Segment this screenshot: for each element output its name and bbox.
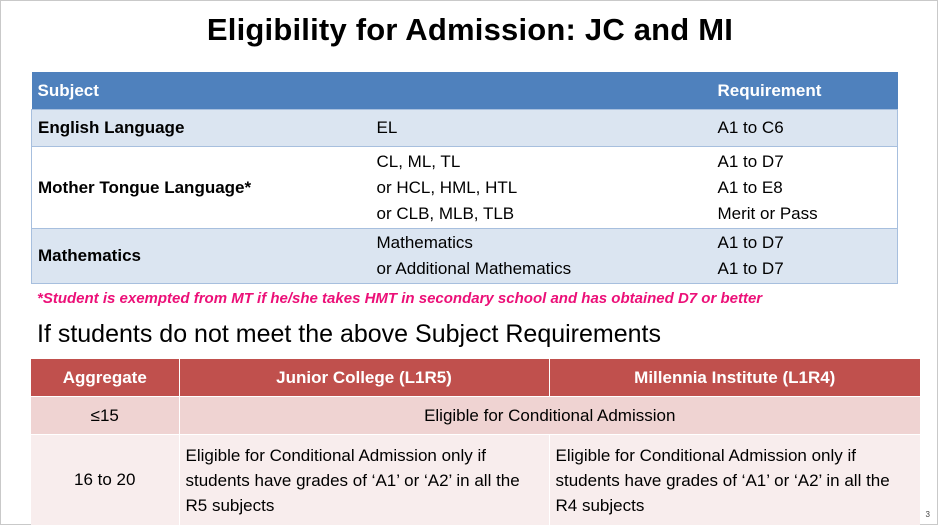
table-row: [31, 435, 920, 526]
eligibility-text: Eligible for Conditional Admission: [179, 397, 920, 435]
header-junior-college: Junior College (L1R5): [179, 359, 549, 397]
jc-eligibility-text: Eligible for Conditional Admission only if students have grades of ‘A1’ or ‘A2’ in all the R5 subjects: [179, 435, 549, 526]
edge-mark: 3: [925, 510, 930, 519]
slide-title: Eligibility for Admission: JC and MI: [206, 12, 734, 47]
subject-name: Mother Tongue Language*: [32, 147, 372, 229]
requirement-line: A1 to D7: [717, 151, 784, 171]
subject-requirement: [712, 229, 898, 284]
header-millennia-institute: Millennia Institute (L1R4): [549, 359, 920, 397]
subject-requirement: [712, 147, 898, 229]
subject-codes: [372, 147, 712, 229]
table-row: [32, 110, 898, 147]
subject-name: Mathematics: [32, 229, 372, 284]
header-subject: Subject: [32, 72, 372, 110]
header-aggregate: Aggregate: [31, 359, 179, 397]
subject-requirement: [712, 110, 898, 147]
aggregate-table: [31, 359, 920, 525]
requirement-line: A1 to C6: [717, 118, 784, 137]
table-row: [31, 397, 920, 435]
mi-eligibility-text: Eligible for Conditional Admission only if students have grades of ‘A1’ or ‘A2’ in all the R4 subjects: [549, 435, 920, 526]
requirement-line: A1 to D7: [717, 259, 784, 278]
footnote: *Student is exempted from MT if he/she takes HMT in secondary school and has obtained D7 or better: [37, 290, 763, 307]
header-requirement: Requirement: [712, 72, 898, 110]
requirement-line: A1 to D7: [717, 233, 784, 252]
table-row: [32, 147, 898, 229]
subject-requirements-table: [31, 72, 898, 284]
subject-codes: [372, 229, 712, 284]
table-row: [32, 229, 898, 284]
table-header-row: [31, 359, 920, 397]
aggregate-value: ≤15: [31, 397, 179, 435]
requirement-line: Merit or Pass: [717, 203, 818, 223]
requirement-line: A1 to E8: [717, 177, 783, 197]
table-header-row: [32, 72, 898, 110]
code-line: EL: [376, 118, 398, 137]
header-blank: [372, 72, 712, 110]
subject-name: English Language: [32, 110, 372, 147]
aggregate-value: 16 to 20: [31, 435, 179, 526]
code-line: CL, ML, TL: [376, 151, 461, 171]
subject-codes: [372, 110, 712, 147]
code-line: or CLB, MLB, TLB: [376, 203, 515, 223]
code-line: or HCL, HML, HTL: [376, 177, 518, 197]
section-heading: If students do not meet the above Subject Requirements: [37, 320, 661, 348]
code-line: Mathematics: [376, 233, 473, 252]
code-line: or Additional Mathematics: [376, 259, 572, 278]
